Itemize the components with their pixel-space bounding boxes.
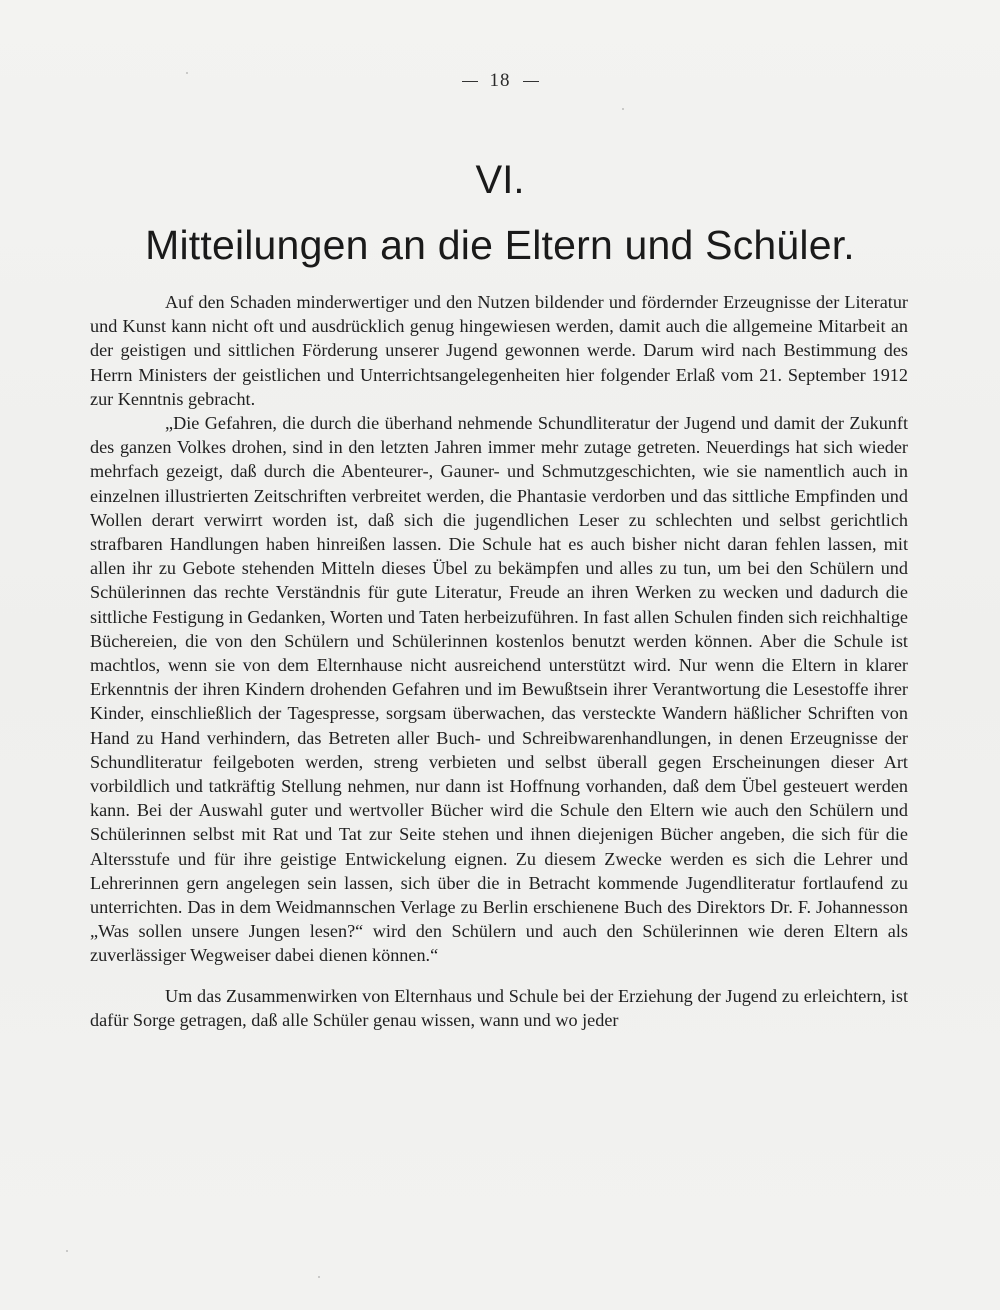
paper-speck (186, 72, 188, 74)
page-number-right-dash (523, 81, 539, 82)
page-number (0, 70, 1000, 92)
body-text (90, 290, 908, 1032)
paper-speck (622, 108, 624, 110)
paragraph-decree-quote: „Die Gefahren, die durch die überhand nehmende Schundliteratur der Jugend und damit der Zukunft des ganzen Volkes drohen, sind in den letzten Jahren immer mehr zutage getreten. Neuerdings hat sich wieder mehrfach gezeigt, daß durch die Abenteurer-, Gauner- und Schmutzgeschichten, wie sie namentlich auch in einzelnen illustrierten Zeitschriften verbreitet werden, die Phantasie verdorben und das sittliche Empfinden und Wollen derart verwirrt worden ist, daß sich die jugendlichen Leser zu schlechten und selbst gerichtlich strafbaren Handlungen haben hinreißen lassen. Die Schule hat es auch bisher nicht daran fehlen lassen, mit allen ihr zu Gebote stehenden Mitteln dieses Übel zu bekämpfen und alles zu tun, um bei den Schülern und Schülerinnen das rechte Verständnis für gute Literatur, Freude an ihren Werken zu wecken und dadurch die sittliche Festigung in Gedanken, Worten und Taten herbeizuführen. In fast allen Schulen finden sich reichhaltige Büchereien, die von den Schülern und Schülerinnen kostenlos benutzt werden können. Aber die Schule ist machtlos, wenn sie von dem Elternhause nicht ausreichend unterstützt wird. Nur wenn die Eltern in klarer Erkenntnis der ihren Kindern drohenden Gefahren und im Bewußtsein ihrer Verantwortung die Lesestoffe ihrer Kinder, einschließlich der Tagespresse, sorgsam überwachen, das versteckte Wandern häßlicher Schriften von Hand zu Hand verhindern, das Betreten aller Buch- und Schreibwarenhandlungen, in denen Erzeugnisse der Schundliteratur feilgeboten werden, streng verbieten und selbst überall gegen Erscheinungen dieser Art vorbildlich und tatkräftig Stellung nehmen, nur dann ist Hoffnung vorhanden, daß dem Übel gesteuert werden kann. Bei der Auswahl guter und wertvoller Bücher wird die Schule den Eltern wie auch den Schülern und Schülerinnen selbst mit Rat und Tat zur Seite stehen und ihnen diejenigen Bücher angeben, die sich für die Altersstufe und für ihre geistige Entwickelung eignen. Zu diesem Zwecke werden es sich die Lehrer und Lehrerinnen gern angelegen sein lassen, sich über die in Betracht kommende Jugendliteratur fortlaufend zu unterrichten. Das in dem Weidmannschen Verlage zu Berlin erschienene Buch des Direktors Dr. F. Johannesson „Was sollen unsere Jungen lesen?“ wird den Schülern und auch den Schülerinnen wie deren Eltern als zuverlässiger Wegweiser dabei dienen können.“ (90, 413, 908, 966)
paragraph-intro: Auf den Schaden minderwertiger und den Nutzen bildender und fördernder Erzeugnisse der Literatur und Kunst kann nicht oft und ausdrücklich genug hingewiesen werden, damit auch die allgemeine Mitarbeit an der geistigen und sittlichen Förderung unserer Jugend gewonnen werde. Darum wird nach Bestimmung des Herrn Ministers der geistlichen und Unterrichtsangelegenheiten hier folgender Erlaß vom 21. September 1912 zur Kenntnis gebracht. (90, 292, 908, 409)
paragraph-cooperation: Um das Zusammenwirken von Elternhaus und Schule bei der Erziehung der Jugend zu erleichtern, ist dafür Sorge getragen, daß alle Schüler genau wissen, wann und wo jeder (90, 985, 908, 1030)
page-number-value: 18 (489, 70, 511, 91)
paper-speck (66, 1250, 68, 1252)
chapter-number: VI. (475, 158, 525, 202)
paper-speck (318, 1276, 320, 1278)
chapter-title: Mitteilungen an die Eltern und Schüler. (145, 222, 855, 268)
page-number-left-dash (462, 81, 478, 82)
